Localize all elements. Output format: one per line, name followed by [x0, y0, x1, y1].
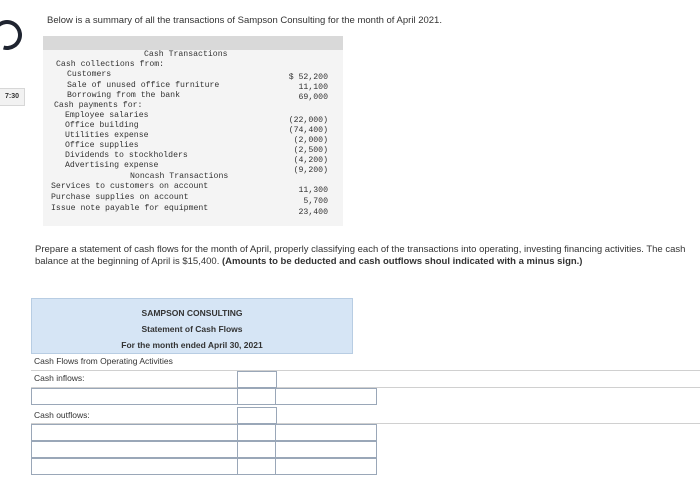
collection-label: Borrowing from the bank — [67, 91, 181, 100]
cash-inflows-label: Cash inflows: — [34, 373, 85, 383]
logo-icon — [0, 15, 27, 56]
payment-amount: (22,000) — [288, 116, 328, 125]
payment-label: Office supplies — [65, 141, 139, 150]
inflow-amount-input[interactable] — [237, 388, 277, 405]
ledger-header-bar — [43, 36, 343, 50]
task-instructions — [35, 244, 700, 268]
payment-label: Advertising expense — [65, 161, 159, 170]
payment-label: Employee salaries — [65, 111, 149, 120]
inflow-line-input[interactable] — [31, 388, 239, 405]
noncash-amount: 5,700 — [303, 197, 328, 206]
payment-amount: (2,000) — [293, 136, 328, 145]
company-name: SAMPSON CONSULTING — [141, 308, 243, 318]
left-rail — [0, 0, 28, 476]
noncash-amount: 23,400 — [298, 208, 328, 217]
payment-amount: (74,400) — [288, 126, 328, 135]
ledger-title: Cash Transactions — [144, 50, 228, 59]
outflow-amount-input[interactable] — [237, 458, 277, 475]
payment-amount: (4,200) — [293, 156, 328, 165]
task-text: Prepare a statement of cash flows for the month of April, properly classifying each of the transactions into operating, investing financing activities. The cash balance at the beginning of April is $15,400. — [35, 244, 686, 267]
payment-label: Dividends to stockholders — [65, 151, 188, 160]
outflow-total-input[interactable] — [275, 424, 377, 441]
payment-amount: (9,200) — [293, 166, 328, 175]
outflow-total-input[interactable] — [275, 458, 377, 475]
operating-section-label: Cash Flows from Operating Activities — [34, 356, 173, 366]
payment-label: Utilities expense — [65, 131, 149, 140]
task-bold-note: (Amounts to be deducted and cash outflows shoul indicated with a minus sign.) — [221, 256, 583, 267]
statement-header — [31, 298, 353, 354]
inflows-amount-cell[interactable] — [237, 371, 277, 388]
noncash-amount: 11,300 — [298, 186, 328, 195]
payment-label: Office building — [65, 121, 139, 130]
statement-period: For the month ended April 30, 2021 — [121, 340, 263, 350]
payments-header: Cash payments for: — [54, 101, 143, 110]
operating-section-row — [31, 353, 700, 371]
timer-badge: 7:30 — [0, 88, 25, 106]
collections-header: Cash collections from: — [56, 60, 165, 69]
cash-outflows-row — [31, 406, 700, 424]
cash-inflows-row — [31, 370, 700, 388]
collection-label: Customers — [67, 70, 112, 79]
outflow-line-input[interactable] — [31, 458, 239, 475]
statement-name: Statement of Cash Flows — [141, 324, 243, 334]
outflow-amount-input[interactable] — [237, 441, 277, 458]
cash-flow-statement — [31, 298, 700, 478]
noncash-label: Purchase supplies on account — [51, 193, 189, 202]
outflow-amount-input[interactable] — [237, 424, 277, 441]
cash-transactions-ledger — [43, 36, 343, 226]
outflow-total-input[interactable] — [275, 441, 377, 458]
outflow-line-input[interactable] — [31, 441, 239, 458]
collection-amount: 11,100 — [298, 83, 328, 92]
noncash-header: Noncash Transactions — [130, 172, 229, 181]
problem-intro: Below is a summary of all the transactions of Sampson Consulting for the month of April 2021. — [47, 15, 442, 26]
payment-amount: (2,500) — [293, 146, 328, 155]
collection-amount: 69,000 — [298, 93, 328, 102]
collection-label: Sale of unused office furniture — [67, 81, 220, 90]
noncash-label: Services to customers on account — [51, 182, 209, 191]
cash-outflows-label: Cash outflows: — [34, 410, 90, 420]
noncash-label: Issue note payable for equipment — [51, 204, 209, 213]
outflows-amount-cell[interactable] — [237, 407, 277, 424]
collection-amount: $ 52,200 — [288, 73, 328, 82]
inflow-total-input[interactable] — [275, 388, 377, 405]
outflow-line-input[interactable] — [31, 424, 239, 441]
